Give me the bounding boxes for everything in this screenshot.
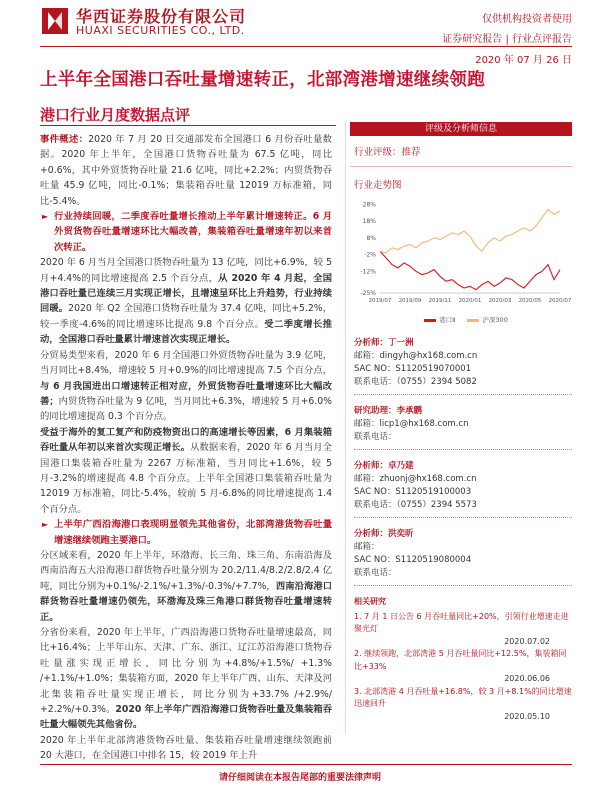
analyst-tel-line [354,431,572,444]
chart-x-tick: 2019/11 [428,298,452,304]
related-item[interactable] [354,611,572,649]
analyst-name-line [354,528,572,541]
analyst-name: 李承鹏 [396,406,423,416]
analyst-email-line [354,541,572,554]
sac-label: SAC NO： [354,364,396,374]
analyst-sac: S1120519080004 [395,555,472,565]
analyst-email-line [354,473,572,486]
related-items [354,611,572,724]
company-name-cn: 华西证券股份有限公司 [76,7,247,26]
event-label: 事件概述： [40,134,89,145]
related-title: 相关研究 [354,597,386,606]
footer-divider [40,764,572,765]
legend-label-port: 港口Ⅱ [439,316,456,324]
trend-chart-title: 行业走势图 [354,180,402,191]
email-label: 邮箱： [354,474,380,484]
chart-y-tick: 28% [362,201,376,209]
paragraph-throughput [40,255,332,347]
paragraph-container [40,425,332,517]
analyst-name: 丁一洲 [388,338,414,348]
analyst-tel-line [354,567,572,580]
analyst-name-line [354,405,572,418]
chart-x-tick: 2019/07 [368,298,392,304]
chart-x-tick: 2020/01 [458,298,482,304]
analyst-name: 卓乃建 [388,461,414,471]
analyst-tel: （0755）2394 5573 [396,500,477,510]
sac-label: SAC NO： [354,487,396,497]
text-span-bold: 从 2020 年 4 月起，全国港口吞吐量已连续三月实现正增长，且增速呈环比上升趋势，行业持续回暖。 [40,272,332,315]
analyst-block [350,337,572,395]
analyst-email-line [354,350,572,363]
report-subtitle: 港口行业月度数据点评 [40,106,191,124]
legend-label-hs300: 沪深300 [482,316,508,324]
text-span: 分贸易类型来看，2020 年 6 月全国港口外贸货物吞吐量为 3.9 亿吨，当月同比+8.4%，增速较 5 月+0.9%的同比增速提高 7.5 个百分点， [40,349,332,377]
event-text: 2020 年 7 月 20 日交通部发布全国港口 6 月份吞吐量数据。2020 年上半年，全国港口货物吞吐量为 67.5 亿吨，同比+0.6%，其中外贸货物吞吐量 21.6 亿吨，同比+2.2%；内贸货物吞吐量 45.9 亿吨，同比-0.1%；集装箱吞吐量 12019 万标准箱，同比-5.4%。 [40,134,332,207]
analyst-block [350,405,572,450]
subtitle-underline [40,125,336,126]
analyst-name: 洪奕昕 [388,529,414,539]
huaxi-logo-icon [40,6,70,36]
chart-y-tick: -12% [360,268,376,276]
analyst-sac-line [354,486,572,499]
analyst-role: 研究助理： [354,406,397,416]
chart-y-tick: 18% [362,218,376,226]
tel-label: 联系电话： [354,568,397,578]
paragraph-regions [40,548,332,625]
chart-x-tick: 2020/05 [518,298,542,304]
paragraph-provinces [40,625,332,733]
analyst-sac-line [354,554,572,567]
text-span: 2020 年 6 月当月全国港口货物吞吐量为 13 亿吨，同比+6.9%，较 5 月+4.4%的同比增速提高 2.5 个百分点， [40,257,332,284]
header-divider [40,46,572,47]
tel-label: 联系电话： [354,377,397,387]
paragraph-beibuwan: 2020 年上半年北部湾港货物吞吐量、集装箱吞吐量增速继续领跑前 20 大港口，在全国港口中排名 15，较 2019 年上升 [40,734,332,762]
text-span-bold: 与 6 月我国进出口增速转正相对应，外贸货物吞吐量增速环比大幅改善； [40,380,332,407]
text-span-bold: 受二季度增长推动，全国港口吞吐量累计增速首次实现正增长。 [40,318,332,346]
analyst-name-line [354,337,572,350]
analyst-email-line [354,418,572,431]
analyst-email[interactable]: licp1@hx168.com.cn [379,419,469,429]
related-item-date: 2020.07.02 [504,636,550,646]
key-point-2: ► 上半年广西沿海港口表现明显领先其他省份，北部湾港货物吞吐量增速继续领跑主要港口。 [40,517,332,548]
email-label: 邮箱： [354,351,380,361]
rating-value: 推荐 [401,147,421,158]
report-date: 2020 年 07 月 26 日 [475,55,572,66]
paragraph-trade-type [40,348,332,425]
chart-x-tick: 2020/03 [488,298,512,304]
text-span: 分区域来看，2020 年上半年，环渤海、长三角、珠三角、东南沿海及西南沿海五大沿海港口群货物吞吐量分别为 20.2/11.4/8.2/2.8/2.4 亿吨，同比分别为+0.1%/-2.1%/+1.3%/-0.3%/+7.7%， [40,549,332,592]
analyst-sac: S1120519070001 [395,364,472,374]
chart-x-tick: 2020/07 [548,298,572,304]
analyst-role: 分析师： [354,338,389,348]
trend-chart-svg [350,195,572,313]
sidebar [350,122,572,723]
email-label: 邮箱： [354,542,380,552]
chart-x-tick: 2019/09 [398,298,422,304]
analyst-block [350,528,572,586]
analyst-name-line [354,460,572,473]
analyst-divider [354,517,572,518]
analyst-divider [354,394,572,395]
text-span: 从数据来看，2020 年 6 月当月全国港口集装箱吞吐量为 2267 万标准箱，当月同比+1.6%，较 5 月-3.2%的增速提高 4.8 个百分点。上半年全国港口集装箱吞吐量为 12019 万标准箱，同比-5.4%，较前 5 月-6.8%的同比增速提高 1.4 个百分点。 [40,442,332,515]
related-item[interactable] [354,648,572,686]
text-span: 分省份来看，2020 年上半年，广西沿海港口货物吞吐量增速最高，同比+16.4%；上半年山东、天津、广东、浙江、辽江苏沿海港口货物吞吐量涨实现正增长，同比分别为+4.8%/+1.5%/ +1.3% /+1.1%/+1.0%；集装箱方面，2020 年上半年广西、山东、天津及河北集装箱吞吐量实现正增长，同比分别为+33.7% /+2.9%/ +2.2%/+0.3%。 [40,627,332,716]
company-name-en: HUAXI SECURITIES CO., LTD. [76,24,245,37]
legend-swatch-port [424,319,436,322]
analyst-role: 分析师： [354,461,389,471]
analyst-block [350,460,572,518]
sidebar-divider [345,122,346,734]
chart-legend [350,315,572,324]
analyst-sac: S1120519100003 [395,487,472,497]
analyst-sac-line [354,363,572,376]
report-type: 证券研究报告 | 行业点评报告 [442,34,572,45]
analyst-divider [354,449,572,450]
analyst-tel-line [354,376,572,389]
related-item-date: 2020.05.10 [504,711,550,721]
analyst-email[interactable]: zhuonj@hx168.com.cn [379,474,477,484]
chart-y-tick: 8% [366,234,376,242]
text-span-bold: 2020 年上半年广西沿海港口货物吞吐量及集装箱吞吐量大幅领先其他省份。 [40,704,332,731]
event-summary [40,132,332,209]
related-item-date: 2020.06.06 [504,674,550,683]
series-line-port [380,251,560,290]
trend-chart [350,195,572,327]
rating-label: 行业评级： [354,147,402,158]
report-body [40,132,332,764]
industry-rating [350,144,572,158]
analyst-role: 分析师： [354,529,389,539]
sac-label: SAC NO： [354,555,396,565]
text-span-bold: 西南沿海港口群货物吞吐量增速仍领先，环渤海及珠三角港口群货物吞吐量增速转正。 [40,580,332,623]
text-span: 2020 年 Q2 全国港口货物吞吐量为 37.4 亿吨，同比+5.2%，较一季度-4.6%的同比增速环比提高 9.8 个百分点。 [40,303,332,330]
analyst-tel: （0755）2394 5082 [396,377,477,387]
legal-footer: 请仔细阅读在本报告尾部的重要法律声明 [218,773,381,783]
audience-note: 仅供机构投资者使用 [482,14,572,25]
series-line-hs300 [380,209,560,253]
analyst-tel-line [354,499,572,512]
text-span-bold: 受益于海外的复工复产和防疫物资出口的高速增长等因素，6 月集装箱吞吐量从年初以来首次实现正增长。 [40,426,332,454]
related-item-title[interactable]: 1. 7 月 1 日公告 6 月吞吐量同比+20%，引领行业增速走进聚光灯 [354,611,569,633]
analyst-divider [354,585,572,586]
analyst-email[interactable]: dingyh@hx168.com.cn [379,351,478,361]
tel-label: 联系电话： [354,500,397,510]
chart-y-tick: -25% [360,290,376,297]
report-title: 上半年全国港口吞吐量增速转正，北部湾港增速继续领跑 [40,70,485,90]
legend-swatch-hs300 [467,319,479,322]
chart-y-tick: -2% [364,251,376,259]
key-point-1: ► 行业持续回暖，二季度吞吐量增长推动上半年累计增速转正。6 月外贸货物吞吐量增速环比大幅改善，集装箱吞吐量增速年初以来首次转正。 [40,209,332,255]
tel-label: 联系电话： [354,432,397,442]
related-research [350,596,572,723]
related-item-title[interactable]: 2. 继续领跑，北部湾港 5 月吞吐量同比+12.5%，集装箱同比+33% [354,649,567,671]
analyst-list [350,337,572,586]
text-span: 内贸货物吞吐量为 9 亿吨，当月同比+6.3%，增速较 5 月+6.0%的同比增速提高 0.3 个百分点。 [40,395,332,423]
email-label: 邮箱： [354,419,380,429]
rating-divider [350,166,572,167]
related-item-title[interactable]: 3. 北部湾港 4 月吞吐量+16.8%，较 3 月+8.1%的同比增速迅速回升 [354,686,572,708]
sidebar-header: 评级及分析师信息 [350,122,572,136]
related-item[interactable] [354,686,572,724]
